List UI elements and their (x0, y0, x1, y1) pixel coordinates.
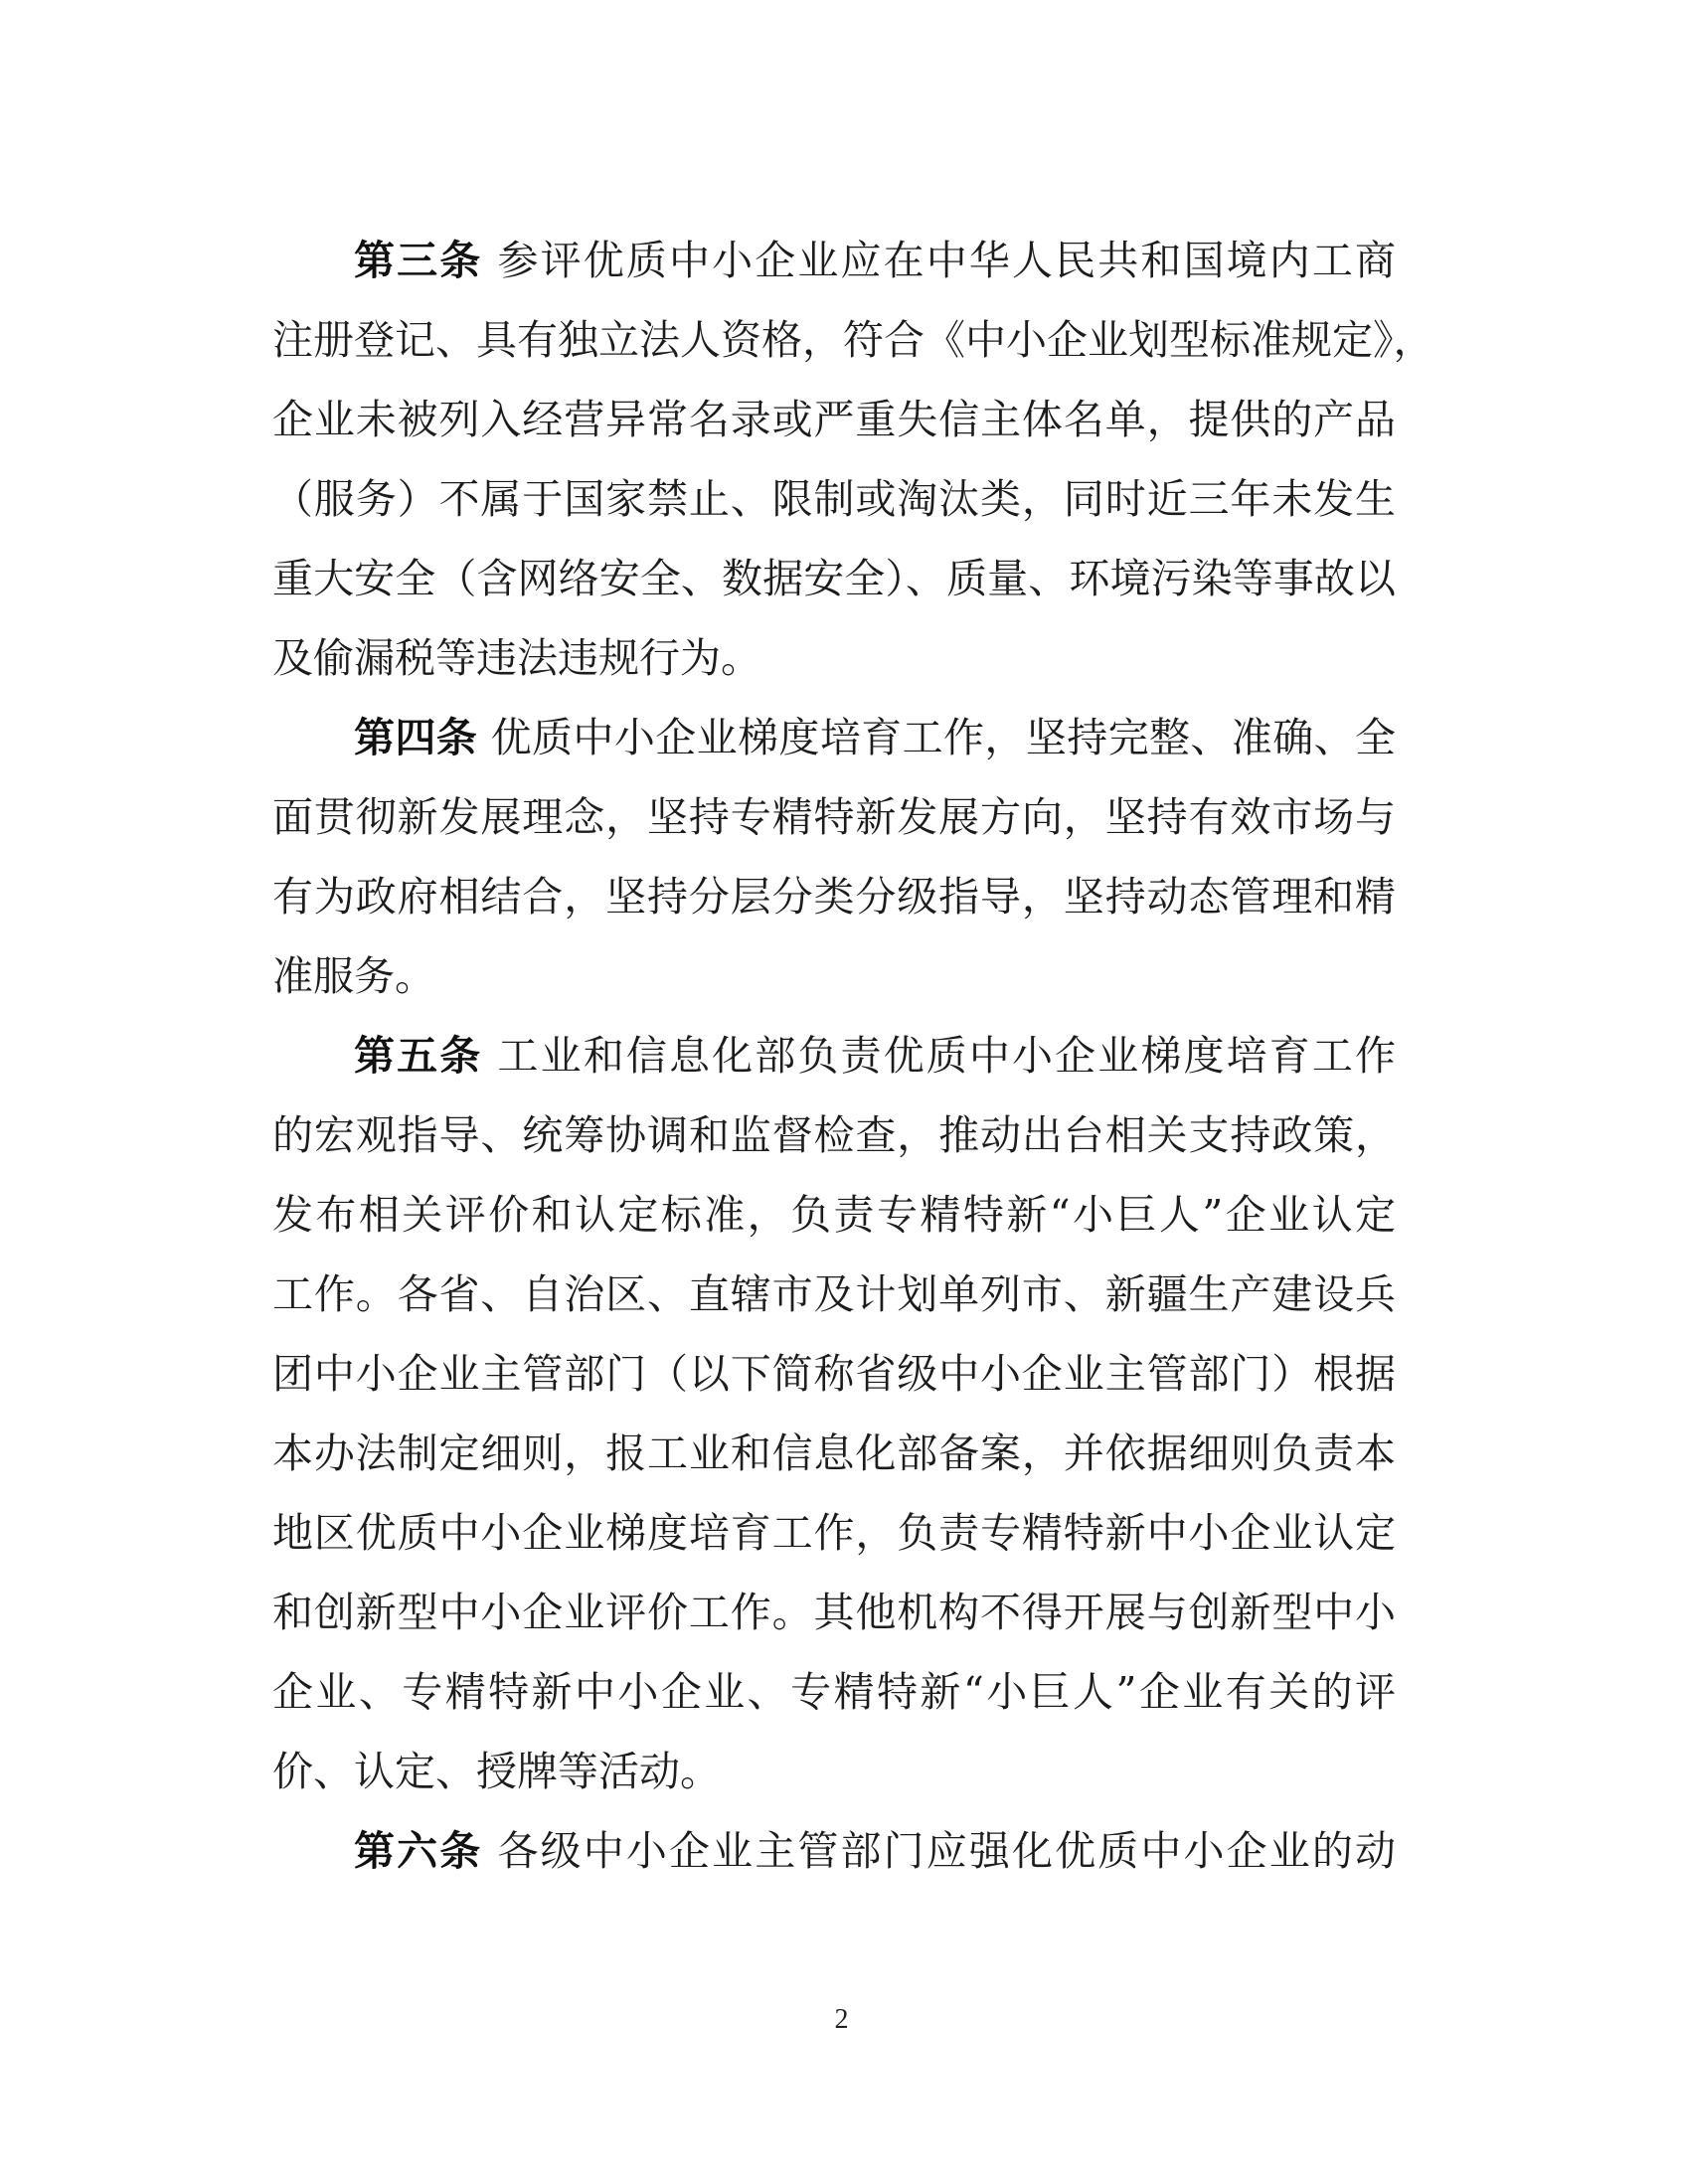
article-4-line-3: 有为政府相结合，坚持分层分类分级指导，坚持动态管理和精 (272, 873, 1396, 921)
article-5-line-1 (354, 1026, 1396, 1086)
page-number: 2 (834, 2004, 849, 2035)
article-5-line-8: 和创新型中小企业评价工作。其他机构不得开展与创新型中小 (272, 1589, 1396, 1636)
article-5-line-4: 工作。各省、自治区、直辖市及计划单列市、新疆生产建设兵 (272, 1270, 1396, 1318)
article-6-text: 各级中小企业主管部门应强化优质中小企业的动 (497, 1827, 1396, 1875)
article-3-text: 参评优质中小企业应在中华人民共和国境内工商 (497, 237, 1396, 284)
article-5-line-5: 团中小企业主管部门（以下简称省级中小企业主管部门）根据 (272, 1350, 1396, 1398)
article-3-line-1 (354, 231, 1396, 290)
article-4-line-2: 面贯彻新发展理念，坚持专精特新发展方向，坚持有效市场与 (272, 793, 1396, 841)
article-3-heading: 第三条 (354, 237, 483, 284)
article-5-line-7: 地区优质中小企业梯度培育工作，负责专精特新中小企业认定 (272, 1509, 1396, 1557)
article-6-heading: 第六条 (354, 1827, 483, 1875)
article-5-line-3: 发布相关评价和认定标准，负责专精特新“小巨人”企业认定 (272, 1191, 1396, 1239)
article-3-line-2: 注册登记、具有独立法人资格，符合《中小企业划型标准规定》， (272, 316, 1434, 364)
article-3-line-5: 重大安全（含网络安全、数据安全）、质量、环境污染等事故以 (272, 555, 1396, 602)
article-6-line-1 (354, 1821, 1396, 1881)
article-3-line-6: 及偷漏税等违法违规行为。 (272, 634, 761, 682)
article-5-line-6: 本办法制定细则，报工业和信息化部备案，并依据细则负责本 (272, 1429, 1396, 1477)
article-4-line-1 (354, 708, 1396, 767)
article-5-line-10: 价、认定、授牌等活动。 (272, 1748, 721, 1795)
article-3-line-4: （服务）不属于国家禁止、限制或淘汰类，同时近三年未发生 (272, 475, 1396, 523)
article-5-line-9: 企业、专精特新中小企业、专精特新“小巨人”企业有关的评 (272, 1668, 1396, 1716)
article-3-line-3: 企业未被列入经营异常名录或严重失信主体名单，提供的产品 (272, 396, 1396, 443)
article-4-line-4: 准服务。 (272, 952, 435, 1000)
article-5-text: 工业和信息化部负责优质中小企业梯度培育工作 (497, 1032, 1396, 1080)
article-5-line-2: 的宏观指导、统筹协调和监督检查，推动出台相关支持政策， (272, 1111, 1396, 1159)
article-4-text: 优质中小企业梯度培育工作，坚持完整、准确、全 (490, 714, 1396, 761)
article-5-heading: 第五条 (354, 1032, 483, 1080)
article-4-heading: 第四条 (354, 714, 478, 761)
